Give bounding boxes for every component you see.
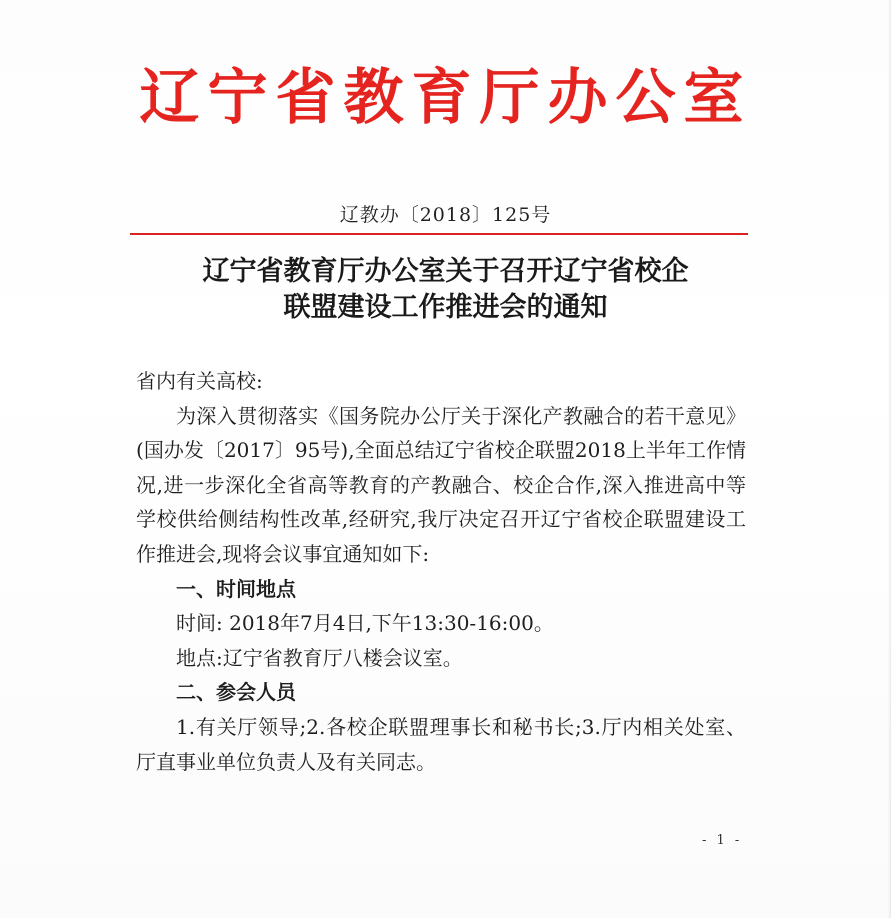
page-number: - 1 - — [702, 833, 743, 848]
document-title-line-2: 联盟建设工作推进会的通知 — [283, 292, 608, 323]
meeting-time: 时间: 2018年7月4日,下午13:30-16:00。 — [176, 611, 554, 636]
attendees-paragraph: 1.有关厅领导;2.各校企联盟理事长和秘书长;3.厅内相关处室、厅直事业单位负责人及有关同志。 — [136, 714, 746, 774]
section-1-heading: 一、时间地点 — [176, 576, 296, 601]
document-title — [0, 254, 891, 326]
addressee: 省内有关高校: — [136, 369, 263, 393]
red-separator-line — [130, 233, 748, 235]
meeting-place: 地点:辽宁省教育厅八楼会议室。 — [176, 645, 463, 670]
document-number: 辽教办〔2018〕125号 — [339, 204, 552, 226]
issuing-organization-header: 辽宁省教育厅办公室 — [139, 63, 752, 133]
intro-paragraph: 为深入贯彻落实《国务院办公厅关于深化产教融合的若干意见》(国办发〔2017〕95号),全面总结辽宁省校企联盟2018上半年工作情况,进一步深化全省高等教育的产教融合、校企合作,深入推进高中等学校供给侧结构性改革,经研究,我厅决定召开辽宁省校企联盟建设工作推进会,现将会议事宜通知如下: — [136, 403, 746, 566]
document-title-line-1: 辽宁省教育厅办公室关于召开辽宁省校企 — [202, 256, 689, 287]
section-2-heading: 二、参会人员 — [176, 680, 296, 705]
document-body — [136, 364, 746, 779]
